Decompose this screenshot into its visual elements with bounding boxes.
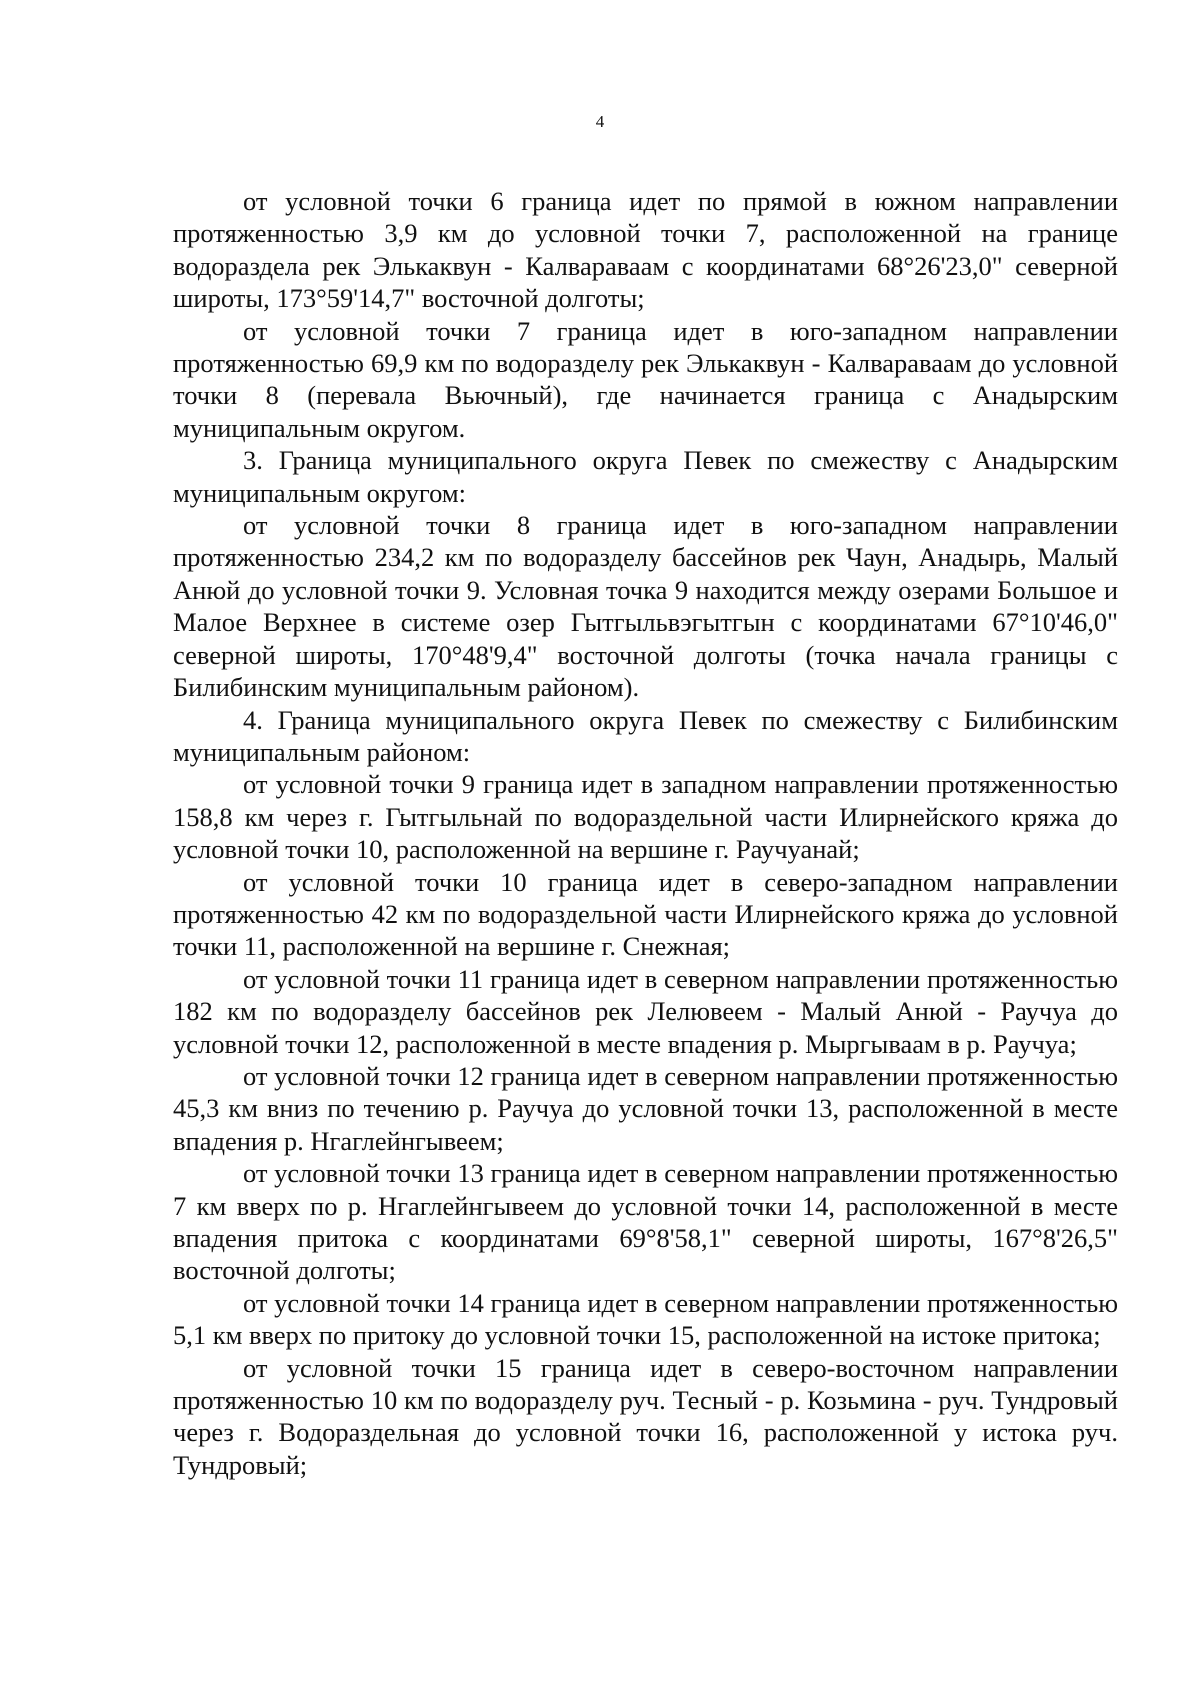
document-body — [173, 185, 1118, 1481]
paragraph: от условной точки 13 граница идет в северном направлении протяженностью 7 км вверх по р. Нгаглейнгывеем до условной точки 14, расположенной в месте впадения притока с координатами 69°8'58,1" северной широты, 167°8'26,5" восточной долготы; — [173, 1158, 1118, 1286]
page-number: 4 — [595, 112, 605, 131]
section-heading-4: 4. Граница муниципального округа Певек по смежеству с Билибинским муниципальным районом: — [173, 704, 1118, 767]
paragraph: от условной точки 11 граница идет в северном направлении протяженностью 182 км по водоразделу бассейнов рек Лелювеем - Малый Анюй - Раучуа до условной точки 12, расположенной в месте впадения р. Мыргываам в р. Раучуа; — [173, 963, 1118, 1059]
paragraph: от условной точки 7 граница идет в юго-западном направлении протяженностью 69,9 км по водоразделу рек Элькаквун - Калвараваам до условной точки 8 (перевала Вьючный), где начинается граница с Анадырским муниципальным округом. — [173, 315, 1118, 443]
section-heading-3: 3. Граница муниципального округа Певек по смежеству с Анадырским муниципальным округом: — [173, 445, 1118, 508]
paragraph: от условной точки 12 граница идет в северном направлении протяженностью 45,3 км вниз по течению р. Раучуа до условной точки 13, расположенной в месте впадения р. Нгаглейнгывеем; — [173, 1060, 1118, 1156]
paragraph: от условной точки 15 граница идет в северо-восточном направлении протяженностью 10 км по водоразделу руч. Тесный - р. Козьмина - руч. Тундровый через г. Водораздельная до условной точки 16, расположенной у истока руч. Тундровый; — [173, 1352, 1118, 1480]
paragraph: от условной точки 10 граница идет в северо-западном направлении протяженностью 42 км по водораздельной части Илирнейского кряжа до условной точки 11, расположенной на вершине г. Снежная; — [173, 866, 1118, 962]
paragraph: от условной точки 6 граница идет по прямой в южном направлении протяженностью 3,9 км до условной точки 7, расположенной на границе водораздела рек Элькаквун - Калвараваам с координатами 68°26'23,0" северной широты, 173°59'14,7" восточной долготы; — [173, 186, 1118, 314]
paragraph: от условной точки 9 граница идет в западном направлении протяженностью 158,8 км через г. Гытгыльнай по водораздельной части Илирнейского кряжа до условной точки 10, расположенной на вершине г. Раучуанай; — [173, 769, 1118, 865]
paragraph: от условной точки 8 граница идет в юго-западном направлении протяженностью 234,2 км по водоразделу бассейнов рек Чаун, Анадырь, Малый Анюй до условной точки 9. Условная точка 9 находится между озерами Большое и Малое Верхнее в системе озер Гытгыльвэгытгын с координатами 67°10'46,0" северной широты, 170°48'9,4" восточной долготы (точка начала границы с Билибинским муниципальным районом). — [173, 510, 1118, 703]
paragraph: от условной точки 14 граница идет в северном направлении протяженностью 5,1 км вверх по притоку до условной точки 15, расположенной на истоке притока; — [173, 1287, 1118, 1351]
